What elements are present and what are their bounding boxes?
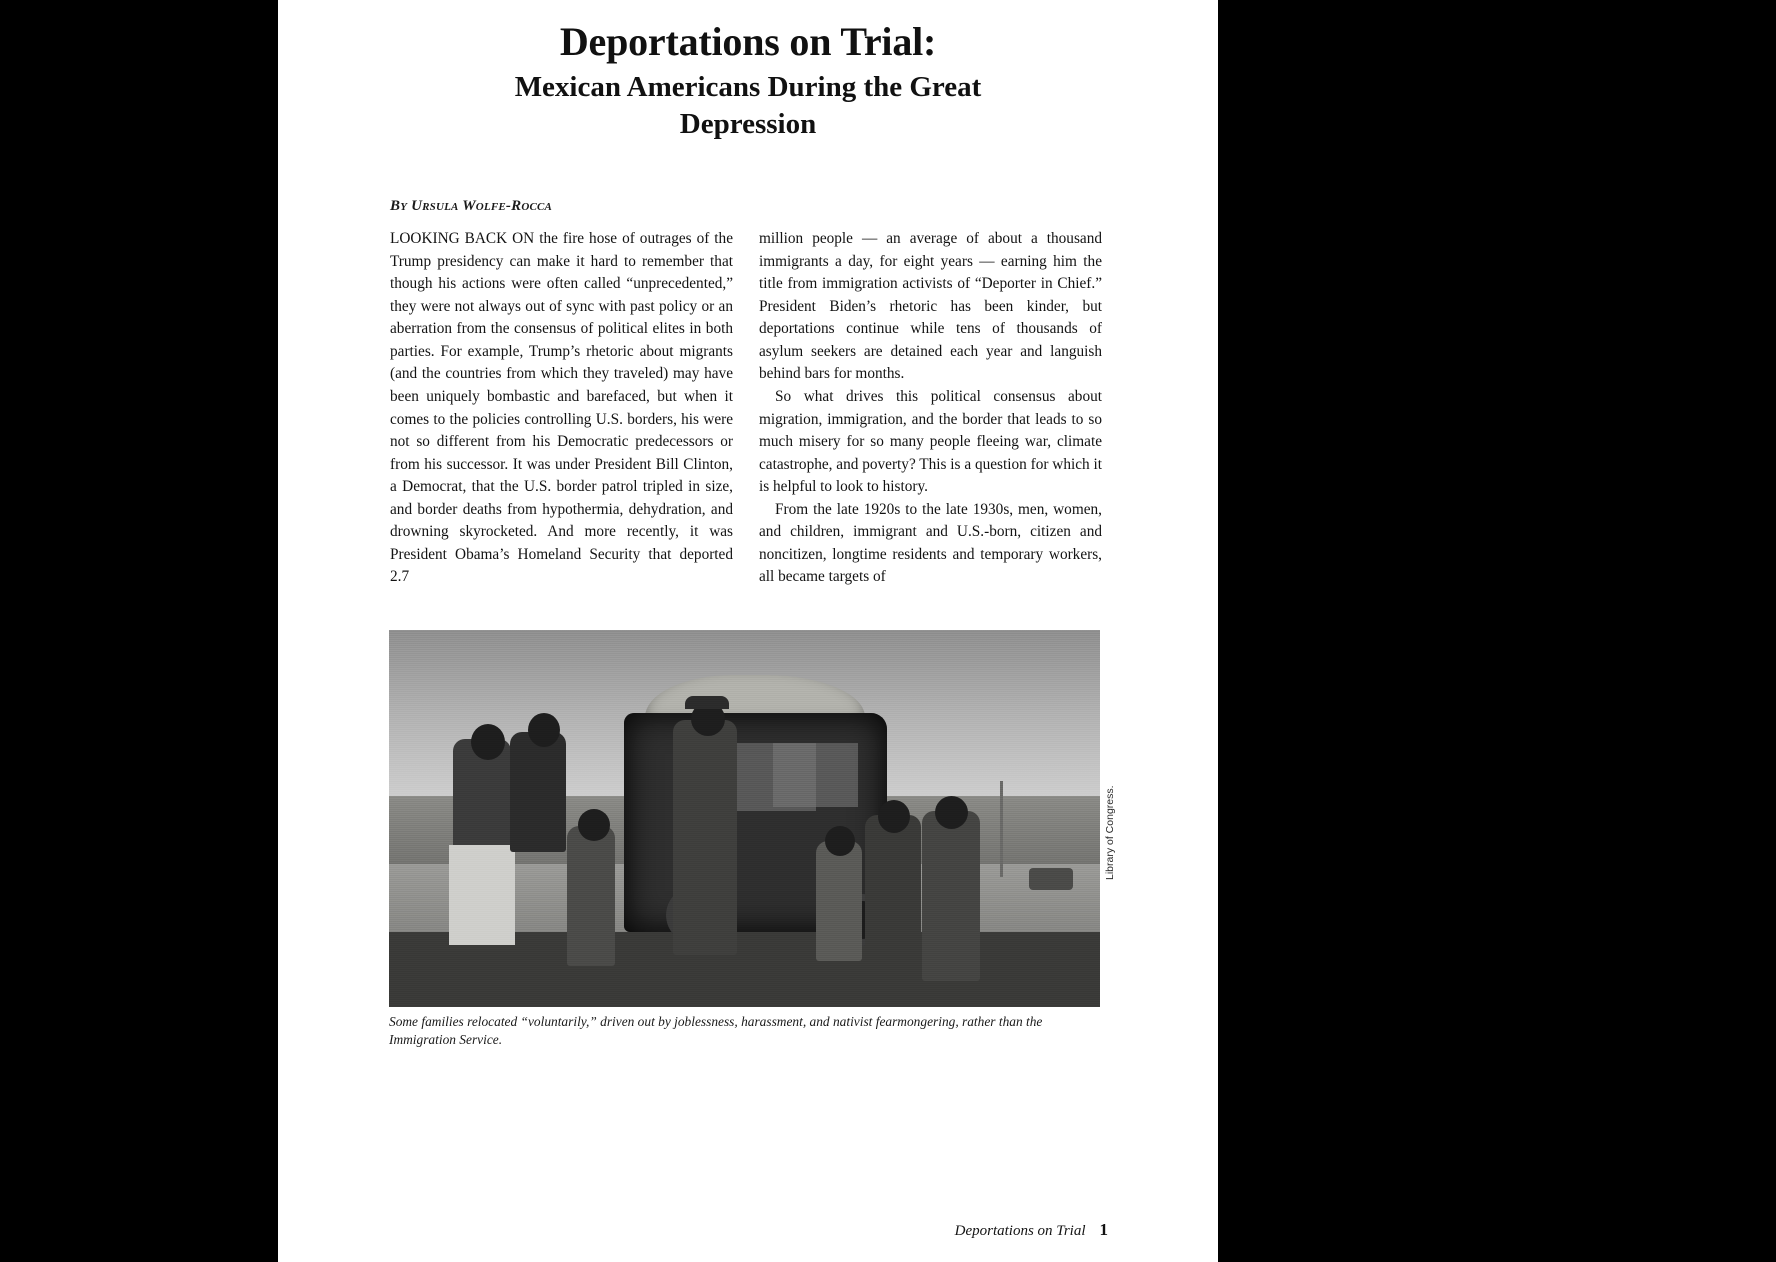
article-figure	[389, 630, 1100, 1007]
paragraph: So what drives this political consensus about migration, immigration, and the border that leads to so much misery for so many people fleeing war, climate catastrophe, and poverty? This is a question for which it is helpful to look to history.	[759, 387, 1102, 496]
photo-grain-overlay	[389, 630, 1100, 1007]
figure-caption: Some families relocated “voluntarily,” driven out by joblessness, harassment, and nativist fearmongering, rather than the Immigration Service.	[389, 1014, 1043, 1047]
page-subtitle: Mexican Americans During the Great Depression	[514, 70, 982, 141]
title-block	[278, 0, 1218, 144]
footer-running-title: Deportations on Trial	[954, 1223, 1086, 1239]
page-content	[278, 0, 1218, 1262]
historical-photograph	[389, 630, 1100, 1007]
photo-credit: Library of Congress.	[1104, 785, 1116, 880]
paragraph: million people — an average of about a thousand immigrants a day, for eight years — earning him the title from immigration activists of “Deporter in Chief.” President Biden’s rhetoric has been kinder, but deportations continue while tens of thousands of asylum seekers are detained each year and languish behind bars for months.	[759, 230, 1102, 383]
document-page	[278, 0, 1218, 1262]
page-title: Deportations on Trial:	[559, 19, 937, 64]
column-right	[759, 228, 1102, 589]
column-left	[390, 228, 733, 589]
byline: By Ursula Wolfe-Rocca	[390, 198, 553, 214]
paragraph: From the late 1920s to the late 1930s, men, women, and children, immigrant and U.S.-born, citizen and noncitizen, longtime residents and temporary workers, all became targets of	[759, 500, 1102, 586]
paragraph: LOOKING BACK ON the fire hose of outrages of the Trump presidency can make it hard to remember that though his actions were often called “unprecedented,” they were not always out of sync with past policy or an aberration from the consensus of political elites in both parties. For example, Trump’s rhetoric about migrants (and the countries from which they traveled) may have been uniquely bombastic and barefaced, but when it comes to the policies controlling U.S. borders, his were not so different from his Democratic predecessors or from his successor. It was under President Bill Clinton, a Democrat, that the U.S. border patrol tripled in size, and border deaths from hypothermia, dehydration, and drowning skyrocketed. And more recently, it was President Obama’s Homeland Security that deported 2.7	[390, 230, 733, 586]
article-columns	[390, 228, 1102, 589]
page-footer	[955, 1220, 1108, 1240]
footer-page-number: 1	[1099, 1220, 1108, 1239]
